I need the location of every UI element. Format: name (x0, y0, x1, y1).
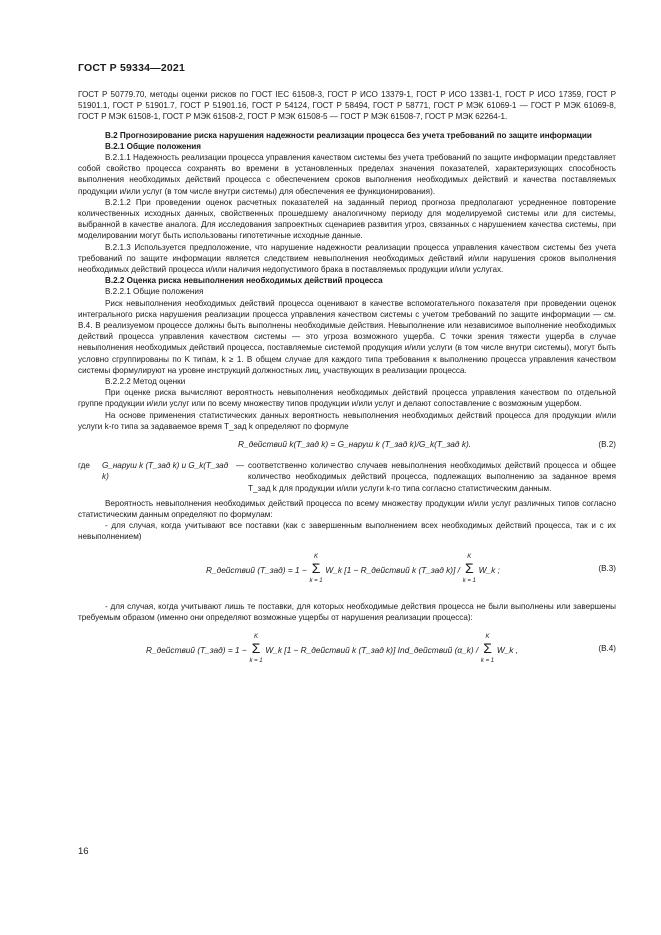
formula-b3-expression (206, 553, 500, 584)
case-2-text: - для случая, когда учитывают лишь те поставки, для которых необходимые действия процесса не были выполнены или завершены требуемым образом (именно они определяют возможные ущербы от нарушения реализации процесса): (78, 601, 616, 622)
page-header: ГОСТ Р 59334—2021 (78, 62, 186, 74)
where-dash: — (236, 461, 245, 471)
formula-b3 (78, 549, 616, 595)
formula-b4-middle: W_k [1 − R_действий k (T_зад k)] Ind_действий (α_k) / (265, 644, 479, 655)
page-number: 16 (78, 846, 89, 857)
sum-upper-limit: K (314, 553, 319, 560)
where-word: где (78, 461, 90, 471)
formula-b2-number: (В.2) (598, 440, 616, 450)
sum-symbol: K Σ k = 1 (249, 643, 263, 656)
paragraph-b211: В.2.1.1 Надежность реализации процесса управления качеством системы без учета требований по защите информации представляет собой свойство процесса сохранять во времени в установленных пределах значения показателей, характеризующих способность выполнения необходимых действий процесса с обеспечением сроков выполнения необходимых действий и качества поставляемых продукции и/или услуг (в том числе внутри системы) для обеспечения ее функционирования). (78, 153, 616, 196)
sum-lower-limit: k = 1 (462, 577, 476, 584)
sum-upper-limit: K (254, 633, 259, 640)
formula-b4-left: R_действий (T_зад) = 1 − (146, 644, 247, 655)
formula-b3-number: (В.3) (598, 563, 616, 573)
formula-b3-right: W_k ; (478, 564, 500, 575)
sum-lower-limit: k = 1 (480, 657, 495, 664)
intro-paragraph: ГОСТ Р 50779.70, методы оценки рисков по ГОСТ IEC 61508-3, ГОСТ Р ИСО 13379-1, ГОСТ Р ИСО 13381-1, ГОСТ Р ИСО 17359, ГОСТ Р 51901.1, ГОСТ Р 51901.7, ГОСТ Р 51901.16, ГОСТ Р 54124, ГОСТ Р 58494, ГОСТ Р 58771, ГОСТ Р МЭК 61069-1 — ГОСТ Р МЭК 61069-8, ГОСТ Р МЭК 61508-1, ГОСТ Р МЭК 61508-2, ГОСТ Р МЭК 61508-5 — ГОСТ Р МЭК 61508-7, ГОСТ Р МЭК 62264-1. (78, 90, 616, 122)
sum-upper-limit: K (485, 633, 490, 640)
formula-b2-expression: R_действий k(T_зад k) = G_наруш k (T_зад k)/G_k(T_зад k). (238, 439, 472, 450)
section-b2-title: В.2 Прогнозирование риска нарушения надежности реализации процесса без учета требований по защите информации (105, 130, 592, 140)
section-b21-title: В.2.1 Общие положения (105, 141, 202, 151)
paragraph-b222-3: Вероятность невыполнения необходимых действий процесса по всему множеству продукции и/или услуг различных типов согласно статистическим данным определяют по формулам: (78, 498, 616, 519)
formula-b4-expression (146, 633, 519, 664)
sum-symbol: K Σ k = 1 (481, 643, 495, 656)
sum-lower-limit: k = 1 (309, 577, 323, 584)
formula-b2 (78, 436, 616, 454)
formula-b4-right: W_k , (496, 644, 519, 655)
document-body (78, 89, 616, 681)
sum-symbol: K Σ k = 1 (309, 563, 323, 576)
paragraph-b222-1: При оценке риска вычисляют вероятность невыполнения необходимых действий процесса управления качеством по отдельной группе продукции и/или услуг или по всему множеству типов продукции и/или услуг и делают сопоставление с возможным ущербом. (78, 388, 616, 409)
where-symbols: G_наруш k (T_зад k) и G_k(T_зад k) (102, 461, 229, 482)
paragraph-b212: В.2.1.2 При проведении оценок расчетных показателей на заданный период прогноза предполагают усредненное повторение количественных исходных данных, свойственных прошедшему аналогичному периоду для моделируемой системы или для системы, выбранной в качестве аналога. Для исследования запроектных сценариев развития угроз, связанных с нарушением качества системы, при моделировании могут быть использованы гипотетичные исходные данные. (78, 197, 616, 241)
paragraph-b221: Риск невыполнения необходимых действий процесса оценивают в качестве вспомогательного показателя при проведении оценок интегрального риска нарушения реализации процесса управления качеством системы с учетом требований по защите информации — см. В.4. В реализуемом процессе должны быть выполнены необходимые действия. Невыполнение или независимое выполнение необходимых действий процесса управления качеством системы — это угроза возможного ущерба. С точки зрения тяжести ущерба в случае невыполнения необходимых действий процесса, поставляемые системой продукция и/или услуги (в том числе внутри системы), могут быть условно сгруппированы по K типам, k ≥ 1. В общем случае для каждого типа требования к выполнению процесса управления качеством системы формулируют на уровне инструкций должностных лиц, участвующих в реализации процесса. (78, 298, 616, 375)
formula-b4 (78, 629, 616, 675)
section-b22-title: В.2.2 Оценка риска невыполнения необходимых действий процесса (105, 276, 383, 286)
sum-upper-limit: K (467, 553, 472, 560)
formula-b2-legend (78, 460, 616, 494)
formula-b4-number: (В.4) (598, 643, 616, 653)
paragraph-b222-2: На основе применения статистических данных вероятность невыполнения необходимых действий процесса для продукции и/или услуги k-го типа за задаваемое время T_зад k определяют по формуле (78, 410, 616, 431)
paragraph-b213: В.2.1.3 Используется предположение, что нарушение надежности реализации процесса управления качеством системы без учета требований по защите информации является следствием невыполнения необходимых действий и/или нарушения сроков выполнения необходимых действий процесса и/или наличия недопустимого брака в поставляемых продукции и/или услугах. (78, 242, 616, 275)
sum-symbol: K Σ k = 1 (462, 563, 476, 576)
section-b221-title: В.2.2.1 Общие положения (105, 287, 204, 297)
sum-lower-limit: k = 1 (249, 657, 263, 664)
formula-b3-middle: W_k [1 − R_действий k (T_зад k)] / (325, 564, 460, 575)
section-b222-title: В.2.2.2 Метод оценки (105, 377, 186, 387)
case-1-text: - для случая, когда учитывают все поставки (как с завершенным выполнением всех необходимых действий процесса, так и с их невыполнением) (78, 521, 616, 542)
where-definition: соответственно количество случаев невыполнения необходимых действий процесса и общее количество необходимых действий процесса, подлежащих выполнению за заданное время T_зад k для продукции и/или услуги k-го типа согласно статистическим данным. (248, 461, 616, 493)
formula-b3-left: R_действий (T_зад) = 1 − (206, 564, 307, 575)
